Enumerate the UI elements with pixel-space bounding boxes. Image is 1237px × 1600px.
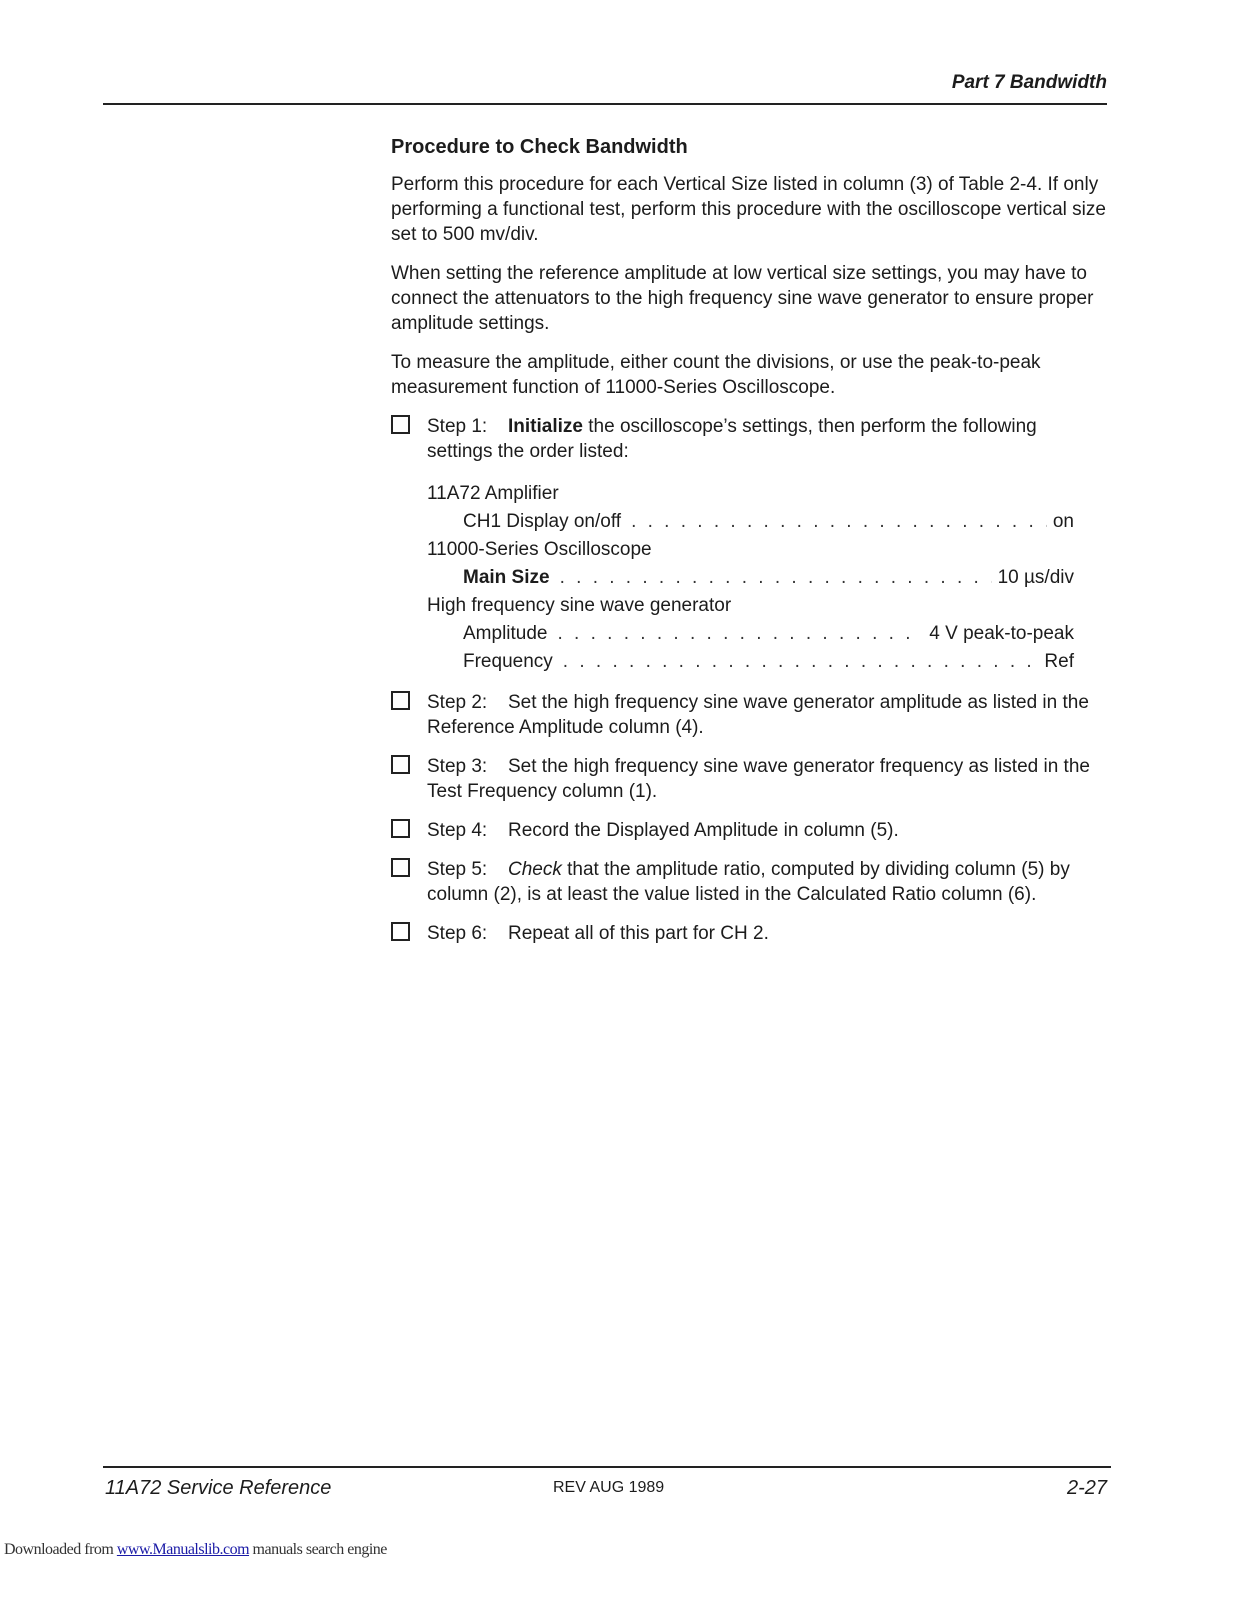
setting-row-frequency [427,648,1074,676]
setting-value: 10 µs/div [997,567,1074,588]
settings-device-oscilloscope: 11000-Series Oscilloscope [427,539,652,560]
step-3-text: Set the high frequency sine wave generator frequency as listed in the Test Frequency column (1). [427,756,1090,802]
footer-revision: REV AUG 1989 [553,1479,665,1496]
step-3-checkbox[interactable] [391,755,410,774]
dot-leader [558,620,924,648]
step-5-keyword: Check [508,859,562,880]
intro-paragraph-2: When setting the reference amplitude at low vertical size settings, you may have to connect the attenuators to the high frequency sine wave generator to ensure proper amplitude settings. [391,263,1094,334]
footer-page-number: 2-27 [1066,1477,1107,1499]
footer-manual-title: 11A72 Service Reference [105,1477,332,1499]
footer-rule [103,1466,1111,1468]
download-attribution [4,1541,387,1559]
step-6-checkbox[interactable] [391,922,410,941]
manualslib-link[interactable]: www.Manualslib.com [116,1541,250,1558]
setting-label: Frequency [463,651,553,672]
step-2-label: Step 2: [427,692,488,713]
step-1-label: Step 1: [427,416,488,437]
running-header-section-title: Part 7 Bandwidth [951,72,1107,93]
step-6 [391,921,1106,946]
step-3-label: Step 3: [427,756,488,777]
intro-paragraph-1: Perform this procedure for each Vertical Size listed in column (3) of Table 2-4. If only performing a functional test, perform this procedure with the oscilloscope vertical size set to 500 mv/div. [391,174,1106,245]
setting-label: CH1 Display on/off [463,511,622,532]
settings-list [427,480,1106,676]
download-suffix: manuals search engine [249,1541,387,1558]
setting-row-main-size [427,564,1074,592]
step-4-text: Record the Displayed Amplitude in column (5). [508,820,899,841]
setting-row-ch1-display [427,508,1074,536]
step-3 [391,754,1106,804]
step-2-checkbox[interactable] [391,691,410,710]
step-2 [391,690,1106,740]
step-5 [391,857,1106,907]
step-1-keyword: Initialize [508,416,583,437]
page-body [391,134,1106,960]
step-4-label: Step 4: [427,820,488,841]
step-2-text: Set the high frequency sine wave generator amplitude as listed in the Reference Amplitude column (4). [427,692,1089,738]
setting-value: on [1052,511,1074,532]
settings-device-amplifier: 11A72 Amplifier [427,483,559,504]
setting-label: Amplitude [463,623,548,644]
dot-leader [560,564,992,592]
step-4 [391,818,1106,843]
setting-value: 4 V peak-to-peak [929,623,1074,644]
step-5-text: that the amplitude ratio, computed by dividing column (5) by column (2), is at least the value listed in the Calculated Ratio column (6). [427,859,1070,905]
setting-row-amplitude [427,620,1074,648]
dot-leader [563,648,1039,676]
step-5-checkbox[interactable] [391,858,410,877]
intro-paragraph-3: To measure the amplitude, either count the divisions, or use the peak-to-peak measurement function of 11000-Series Oscilloscope. [391,352,1041,398]
step-5-label: Step 5: [427,859,488,880]
step-1 [391,414,1106,676]
step-1-checkbox[interactable] [391,415,410,434]
step-4-checkbox[interactable] [391,819,410,838]
step-6-text: Repeat all of this part for CH 2. [508,923,769,944]
download-prefix: Downloaded from [4,1541,117,1558]
step-1-text: the oscilloscope’s settings, then perform the following settings the order listed: [427,416,1037,462]
setting-value: Ref [1044,651,1074,672]
setting-label: Main Size [463,567,550,588]
settings-device-generator: High frequency sine wave generator [427,595,732,616]
section-heading: Procedure to Check Bandwidth [391,136,688,158]
header-rule [103,103,1107,105]
dot-leader [631,508,1047,536]
step-6-label: Step 6: [427,923,488,944]
